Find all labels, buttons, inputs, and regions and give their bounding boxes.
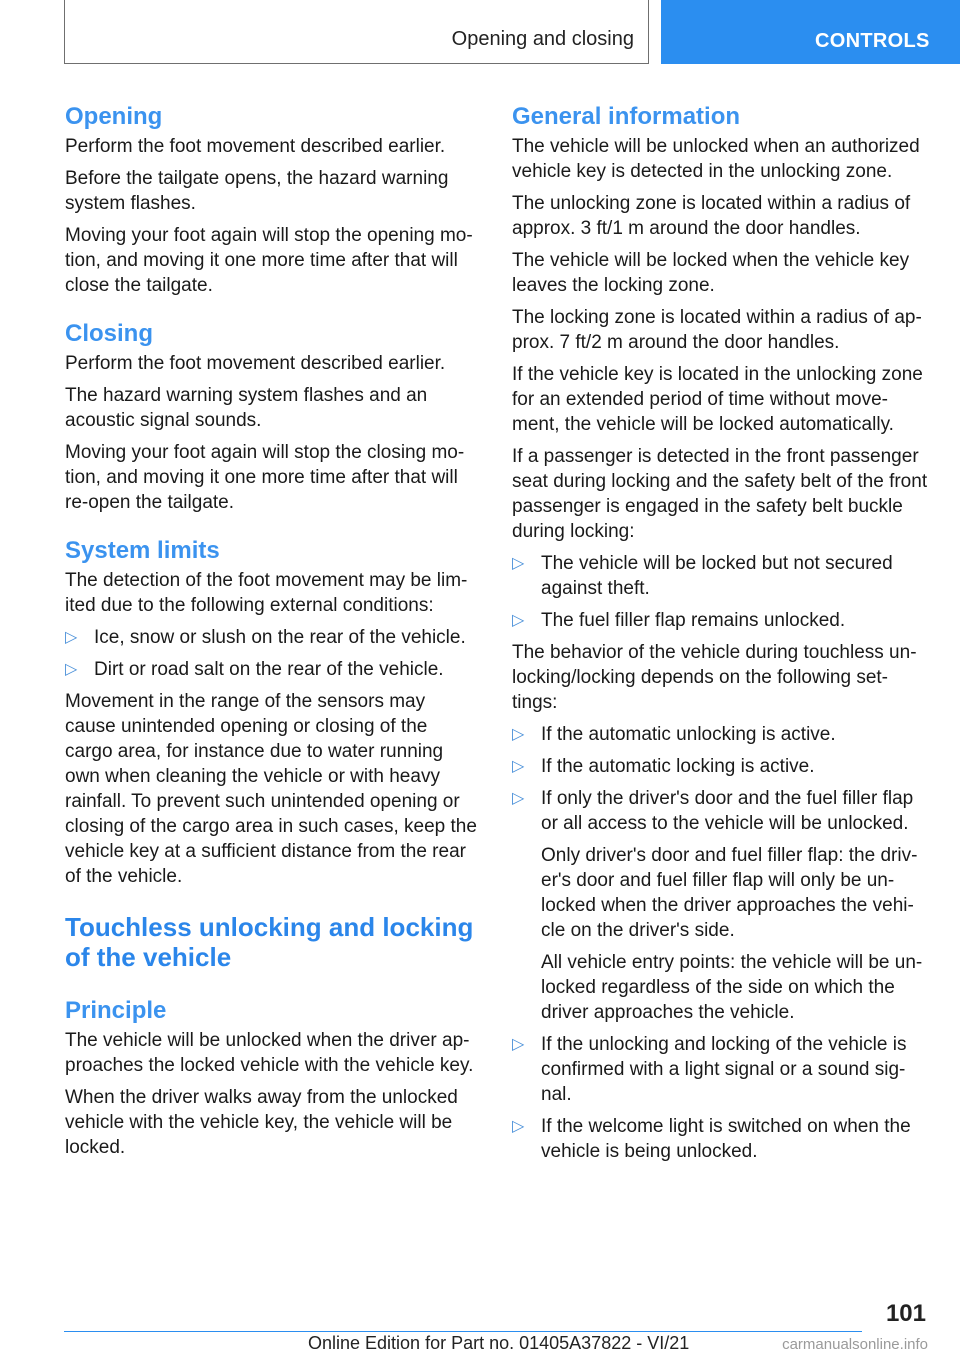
paragraph: Moving your foot again will stop the opening mo‐tion, and moving it one more time after that will close the tailgate.: [65, 225, 473, 296]
triangle-bullet-icon: ▷: [65, 661, 78, 678]
list-item: ▷ If the automatic locking is active.: [512, 756, 815, 777]
triangle-bullet-icon: ▷: [512, 790, 525, 807]
paragraph: Moving your foot again will stop the closing mo‐tion, and moving it one more time after that will re-open the tailgate.: [65, 442, 465, 513]
paragraph: Perform the foot movement described earlier.: [65, 353, 446, 374]
triangle-bullet-icon: ▷: [512, 612, 525, 629]
chapter-tab: [661, 0, 960, 64]
list-item: ▷ Dirt or road salt on the rear of the vehicle.: [65, 659, 444, 680]
bullet-list: [512, 551, 928, 633]
triangle-bullet-icon: ▷: [512, 726, 525, 743]
heading-principle: Principle: [65, 997, 167, 1024]
paragraph: Movement in the range of the sensors may cause unintended opening or closing of the cargo area, for instance due to water running own when cleaning the vehicle or with heavy rainfall. To prevent such unintended opening or closing of the cargo area in such cases, keep the vehicle key at a sufficient distance from the rear of the vehicle.: [65, 691, 477, 887]
list-item: ▷ If the automatic unlocking is active.: [512, 724, 836, 745]
sub-paragraph: All vehicle entry points: the vehicle will be un‐locked regardless of the side on which the driver approaches the vehicle.: [541, 952, 923, 1023]
paragraph: When the driver walks away from the unlocked vehicle with the vehicle key, the vehicle will be locked.: [65, 1087, 458, 1158]
left-column: [65, 100, 480, 1167]
paragraph: The behavior of the vehicle during touchless un‐locking/locking depends on the following set‐tings:: [512, 642, 917, 713]
heading-opening: Opening: [65, 103, 163, 130]
paragraph: If a passenger is detected in the front passenger seat during locking and the safety belt of the front passenger is engaged in the safety belt buckle during locking:: [512, 446, 928, 542]
heading-general-information: General information: [512, 103, 741, 130]
paragraph: The unlocking zone is located within a radius of approx. 3 ft/1 m around the door handles.: [512, 193, 911, 239]
footer-divider: [64, 1331, 862, 1332]
list-item: ▷ If only the driver's door and the fuel filler flap or all access to the vehicle will be unlocked. Only driver's door and fuel filler flap: the driv‐er's door and fuel filler flap will only be un‐locked when the driver approaches the vehi‐cle on the driver's side. All vehicle entry points: the vehicle will be un‐locked regardless of the side on which the driver approaches the vehicle.: [512, 786, 928, 1025]
paragraph: The locking zone is located within a radius of ap‐prox. 7 ft/2 m around the door handles.: [512, 307, 922, 353]
heading-touchless: Touchless unlocking and locking of the vehicle: [65, 912, 474, 972]
list-item: ▷ If the unlocking and locking of the vehicle is confirmed with a light signal or a sound sig‐nal.: [512, 1034, 907, 1105]
bullet-list: [512, 722, 928, 1164]
list-item: ▷ The vehicle will be locked but not secured against theft.: [512, 553, 893, 599]
triangle-bullet-icon: ▷: [512, 1118, 525, 1135]
chapter-tab-label: CONTROLS: [815, 30, 930, 52]
heading-closing: Closing: [65, 320, 153, 347]
triangle-bullet-icon: ▷: [512, 555, 525, 572]
paragraph: If the vehicle key is located in the unlocking zone for an extended period of time without move‐ment, the vehicle will be locked automatically.: [512, 364, 923, 435]
triangle-bullet-icon: ▷: [65, 629, 78, 646]
page-number: 101: [885, 1300, 926, 1327]
paragraph: The vehicle will be locked when the vehicle key leaves the locking zone.: [512, 250, 910, 296]
paragraph: Perform the foot movement described earlier.: [65, 136, 446, 157]
heading-system-limits: System limits: [65, 537, 220, 564]
edition-text: Online Edition for Part no. 01405A37822 - VI/21: [308, 1333, 690, 1353]
header-section-box: [64, 0, 649, 64]
right-column: [512, 100, 928, 1171]
list-item: ▷ The fuel filler flap remains unlocked.: [512, 610, 846, 631]
bullet-list: [65, 625, 480, 682]
sub-paragraph: Only driver's door and fuel filler flap: the driv‐er's door and fuel filler flap will only be un‐locked when the driver approaches the vehi‐cle on the driver's side.: [541, 845, 918, 941]
section-title: Opening and closing: [451, 28, 634, 50]
paragraph: Before the tailgate opens, the hazard warning system flashes.: [65, 168, 449, 214]
watermark-text: carmanualsonline.info: [782, 1336, 928, 1353]
paragraph: The hazard warning system flashes and an acoustic signal sounds.: [65, 385, 428, 431]
paragraph: The vehicle will be unlocked when the driver ap‐proaches the locked vehicle with the vehicle key.: [65, 1030, 474, 1076]
list-item: ▷ Ice, snow or slush on the rear of the vehicle.: [65, 627, 466, 648]
triangle-bullet-icon: ▷: [512, 758, 525, 775]
triangle-bullet-icon: ▷: [512, 1036, 525, 1053]
paragraph: The vehicle will be unlocked when an authorized vehicle key is detected in the unlocking zone.: [512, 136, 920, 182]
paragraph: The detection of the foot movement may be lim‐ited due to the following external conditions:: [65, 570, 468, 616]
list-item: ▷ If the welcome light is switched on when the vehicle is being unlocked.: [512, 1116, 911, 1162]
